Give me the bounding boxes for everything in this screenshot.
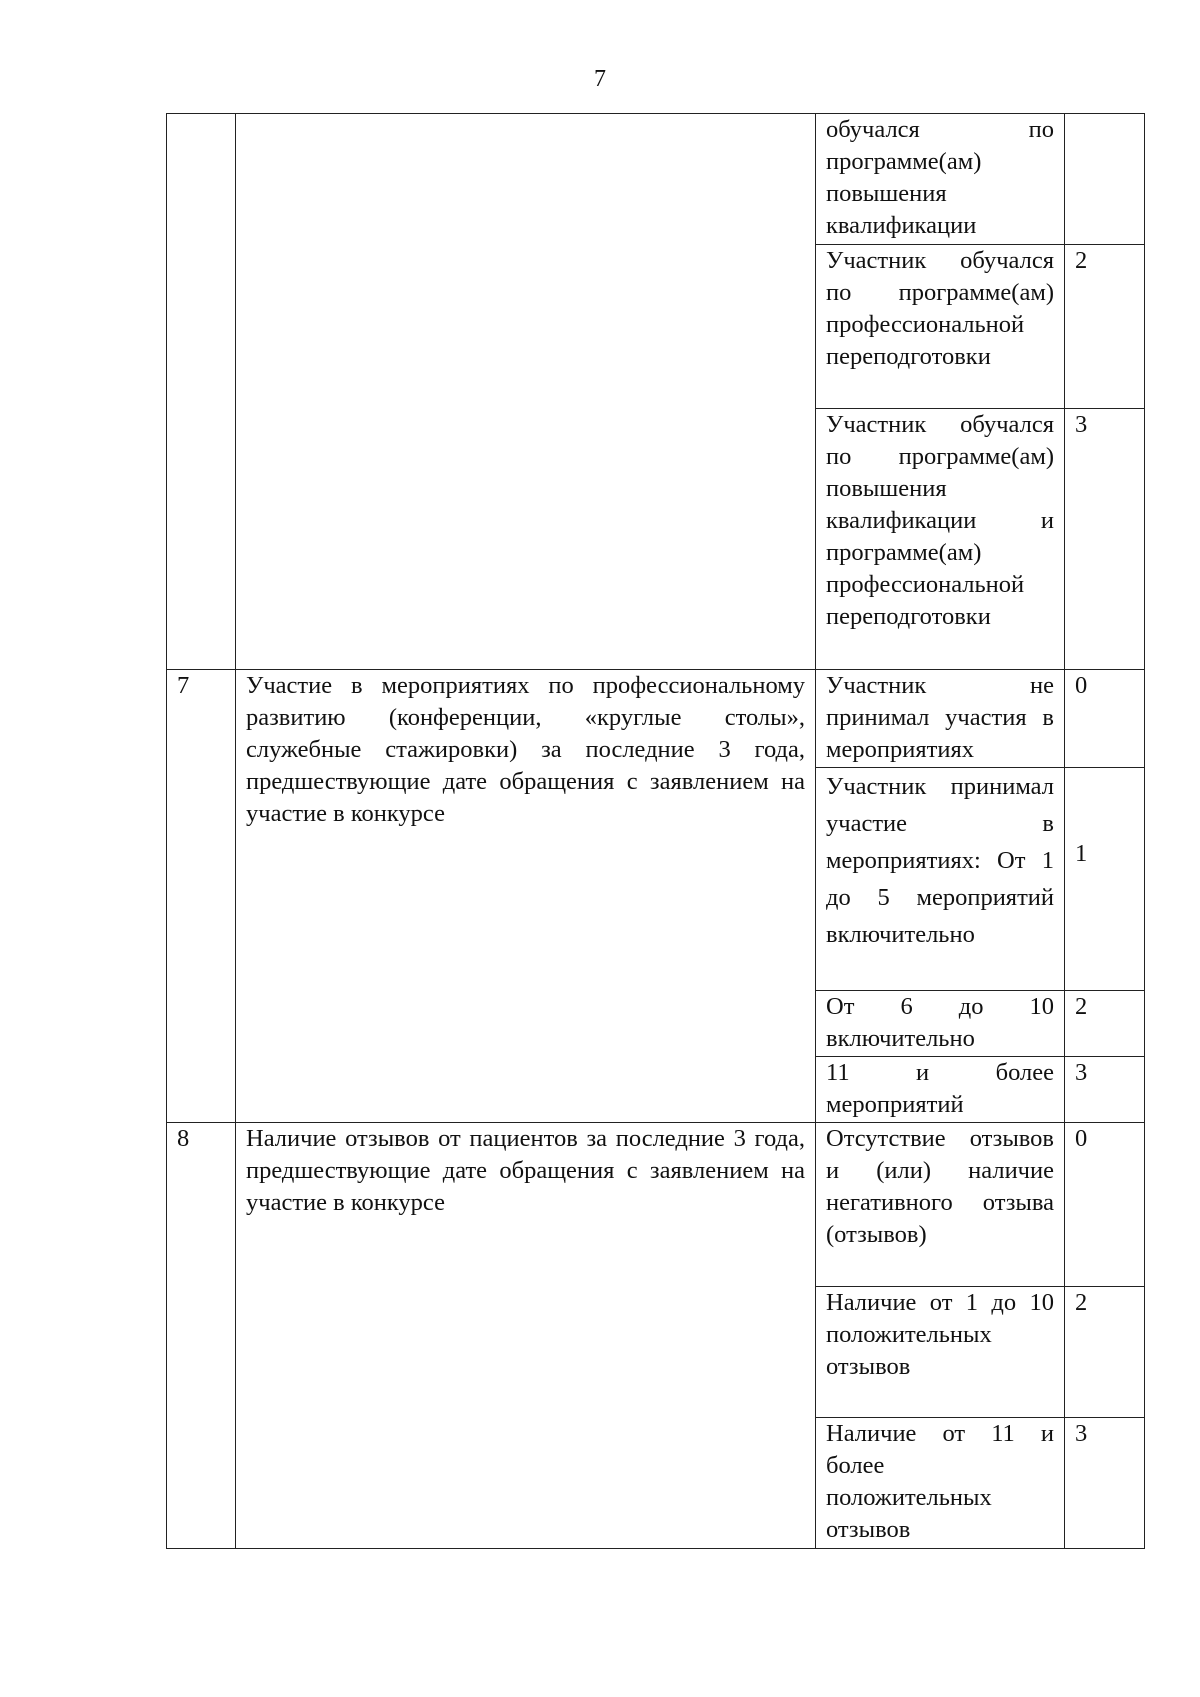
option-cell: Участник обучался по программе(ам) профессиональной переподготовки bbox=[816, 245, 1065, 409]
option-cell: Участник обучался по программе(ам) повышения квалификации и программе(ам) профессиональной переподготовки bbox=[816, 409, 1065, 670]
criterion-number: 7 bbox=[167, 670, 236, 1123]
table-row bbox=[167, 1123, 1145, 1287]
option-cell: 11 и более мероприятий bbox=[816, 1057, 1065, 1123]
criterion-text: Участие в мероприятиях по профессиональному развитию (конференции, «круглые столы», служебные стажировки) за последние 3 года, предшествующие дате обращения с заявлением на участие в конкурсе bbox=[236, 670, 816, 1123]
score-cell: 3 bbox=[1065, 1057, 1145, 1123]
score-cell: 2 bbox=[1065, 991, 1145, 1057]
option-cell: Отсутствие отзывов и (или) наличие негативного отзыва (отзывов) bbox=[816, 1123, 1065, 1287]
criterion-number: 8 bbox=[167, 1123, 236, 1549]
option-cell: Участник не принимал участия в мероприятиях bbox=[816, 670, 1065, 768]
score-cell: 2 bbox=[1065, 1287, 1145, 1418]
option-cell: обучался по программе(ам) повышения квалификации bbox=[816, 114, 1065, 245]
table-row bbox=[167, 114, 1145, 245]
option-cell: Наличие от 11 и более положительных отзывов bbox=[816, 1418, 1065, 1549]
score-cell: 0 bbox=[1065, 670, 1145, 768]
score-cell: 3 bbox=[1065, 1418, 1145, 1549]
criterion-cell bbox=[236, 114, 816, 670]
option-cell: Участник принимал участие в мероприятиях: От 1 до 5 мероприятий включительно bbox=[816, 768, 1065, 991]
score-cell: 1 bbox=[1065, 768, 1145, 991]
criterion-text: Наличие отзывов от пациентов за последние 3 года, предшествующие дате обращения с заявлением на участие в конкурсе bbox=[236, 1123, 816, 1549]
option-cell: Наличие от 1 до 10 положительных отзывов bbox=[816, 1287, 1065, 1418]
table-row bbox=[167, 670, 1145, 768]
score-cell bbox=[1065, 114, 1145, 245]
score-cell: 2 bbox=[1065, 245, 1145, 409]
score-cell: 3 bbox=[1065, 409, 1145, 670]
criteria-table bbox=[166, 113, 1145, 1549]
page-number: 7 bbox=[594, 66, 606, 92]
criterion-number-cell bbox=[167, 114, 236, 670]
score-cell: 0 bbox=[1065, 1123, 1145, 1287]
option-cell: От 6 до 10 включительно bbox=[816, 991, 1065, 1057]
